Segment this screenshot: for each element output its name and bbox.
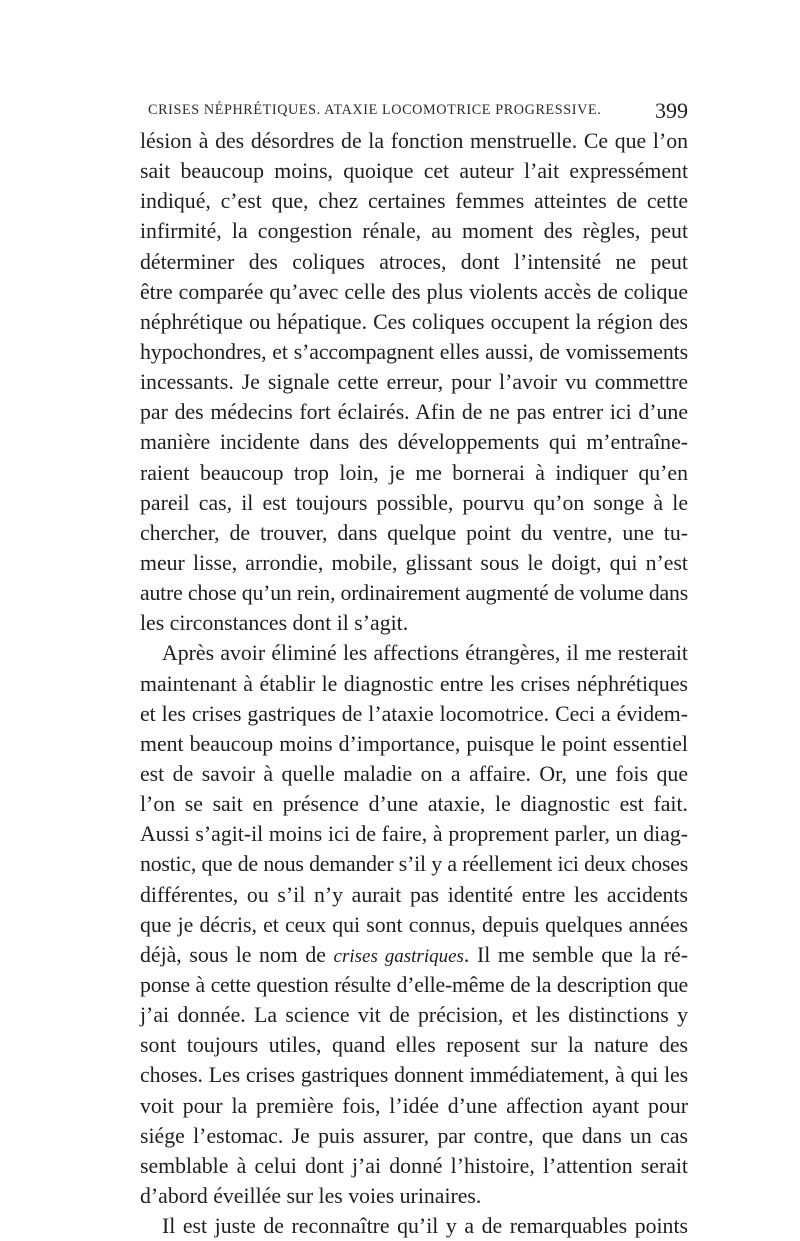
text-line: autre chose qu’un rein, ordinairement augmenté de volume dans (140, 581, 688, 606)
text-line: siége l’estomac. Je puis assurer, par contre, que dans un cas (140, 1123, 688, 1148)
text-line: déterminer des coliques atroces, dont l’intensité ne peut (140, 249, 688, 274)
text-line: les circonstances dont il s’agit. (140, 611, 409, 636)
text-segment: déjà, sous le nom de (140, 942, 334, 967)
text-line: Il est juste de reconnaître qu’il y a de remarquables points (162, 1214, 688, 1239)
running-title: CRISES NÉPHRÉTIQUES. ATAXIE LOCOMOTRICE PROGRESSIVE. (148, 102, 602, 118)
text-line: néphrétique ou hépatique. Ces coliques occupent la région des (140, 309, 688, 334)
body-text (140, 126, 688, 1241)
running-header (140, 98, 688, 124)
text-line: j’ai donnée. La science vit de précision, et les distinctions y (140, 1003, 688, 1028)
text-segment: . Il me semble que la ré- (463, 942, 688, 967)
text-line: hypochondres, et s’accompagnent elles aussi, de vomissements (140, 339, 688, 364)
text-line: l’on se sait en présence d’une ataxie, le diagnostic est fait. (140, 792, 688, 817)
text-line: sont toujours utiles, quand elles reposent sur la nature des (140, 1033, 688, 1058)
page-number: 399 (655, 98, 688, 123)
text-line: Après avoir éliminé les affections étrangères, il me resterait (162, 641, 688, 666)
text-line: être comparée qu’avec celle des plus violents accès de colique (140, 279, 688, 304)
text-line: par des médecins fort éclairés. Afin de ne pas entrer ici d’une (140, 400, 688, 425)
text-line: Aussi s’agit-il moins ici de faire, à proprement parler, un diag- (140, 822, 688, 847)
text-line: que je décris, et ceux qui sont connus, depuis quelques années (140, 912, 688, 937)
text-line: pareil cas, il est toujours possible, pourvu qu’on songe à le (140, 490, 688, 515)
text-line: maintenant à établir le diagnostic entre les crises néphrétiques (140, 671, 688, 696)
text-line: et les crises gastriques de l’ataxie locomotrice. Ceci a évidem- (140, 701, 688, 726)
text-line: semblable à celui dont j’ai donné l’histoire, l’attention serait (140, 1153, 688, 1178)
text-line: manière incidente dans des développements qui m’entraîne- (140, 430, 688, 455)
text-line: raient beaucoup trop loin, je me bornerai à indiquer qu’en (140, 460, 688, 485)
text-line: ponse à cette question résulte d’elle-même de la description que (140, 972, 688, 997)
text-line: infirmité, la congestion rénale, au moment des règles, peut (140, 219, 688, 244)
text-line: voit pour la première fois, l’idée d’une affection ayant pour (140, 1093, 688, 1118)
text-line: nostic, que de nous demander s’il y a réellement ici deux choses (140, 852, 688, 877)
text-line: sait beaucoup moins, quoique cet auteur l’ait expressément (140, 159, 688, 184)
text-line: meur lisse, arrondie, mobile, glissant sous le doigt, qui n’est (140, 550, 688, 575)
text-line: chercher, de trouver, dans quelque point du ventre, une tu- (140, 520, 688, 545)
text-line: indiqué, c’est que, chez certaines femmes atteintes de cette (140, 189, 688, 214)
text-line: choses. Les crises gastriques donnent immédiatement, à qui les (140, 1063, 688, 1088)
text-line (140, 940, 688, 970)
text-line: incessants. Je signale cette erreur, pour l’avoir vu commettre (140, 370, 688, 395)
italic-term: crises gastriques (333, 945, 464, 967)
text-line: d’abord éveillée sur les voies urinaires. (140, 1183, 482, 1208)
text-line: différentes, ou s’il n’y aurait pas identité entre les accidents (140, 882, 688, 907)
text-line: lésion à des désordres de la fonction menstruelle. Ce que l’on (140, 129, 688, 153)
text-line: ment beaucoup moins d’importance, puisque le point essentiel (140, 731, 688, 756)
text-line: est de savoir à quelle maladie on a affaire. Or, une fois que (140, 761, 688, 786)
